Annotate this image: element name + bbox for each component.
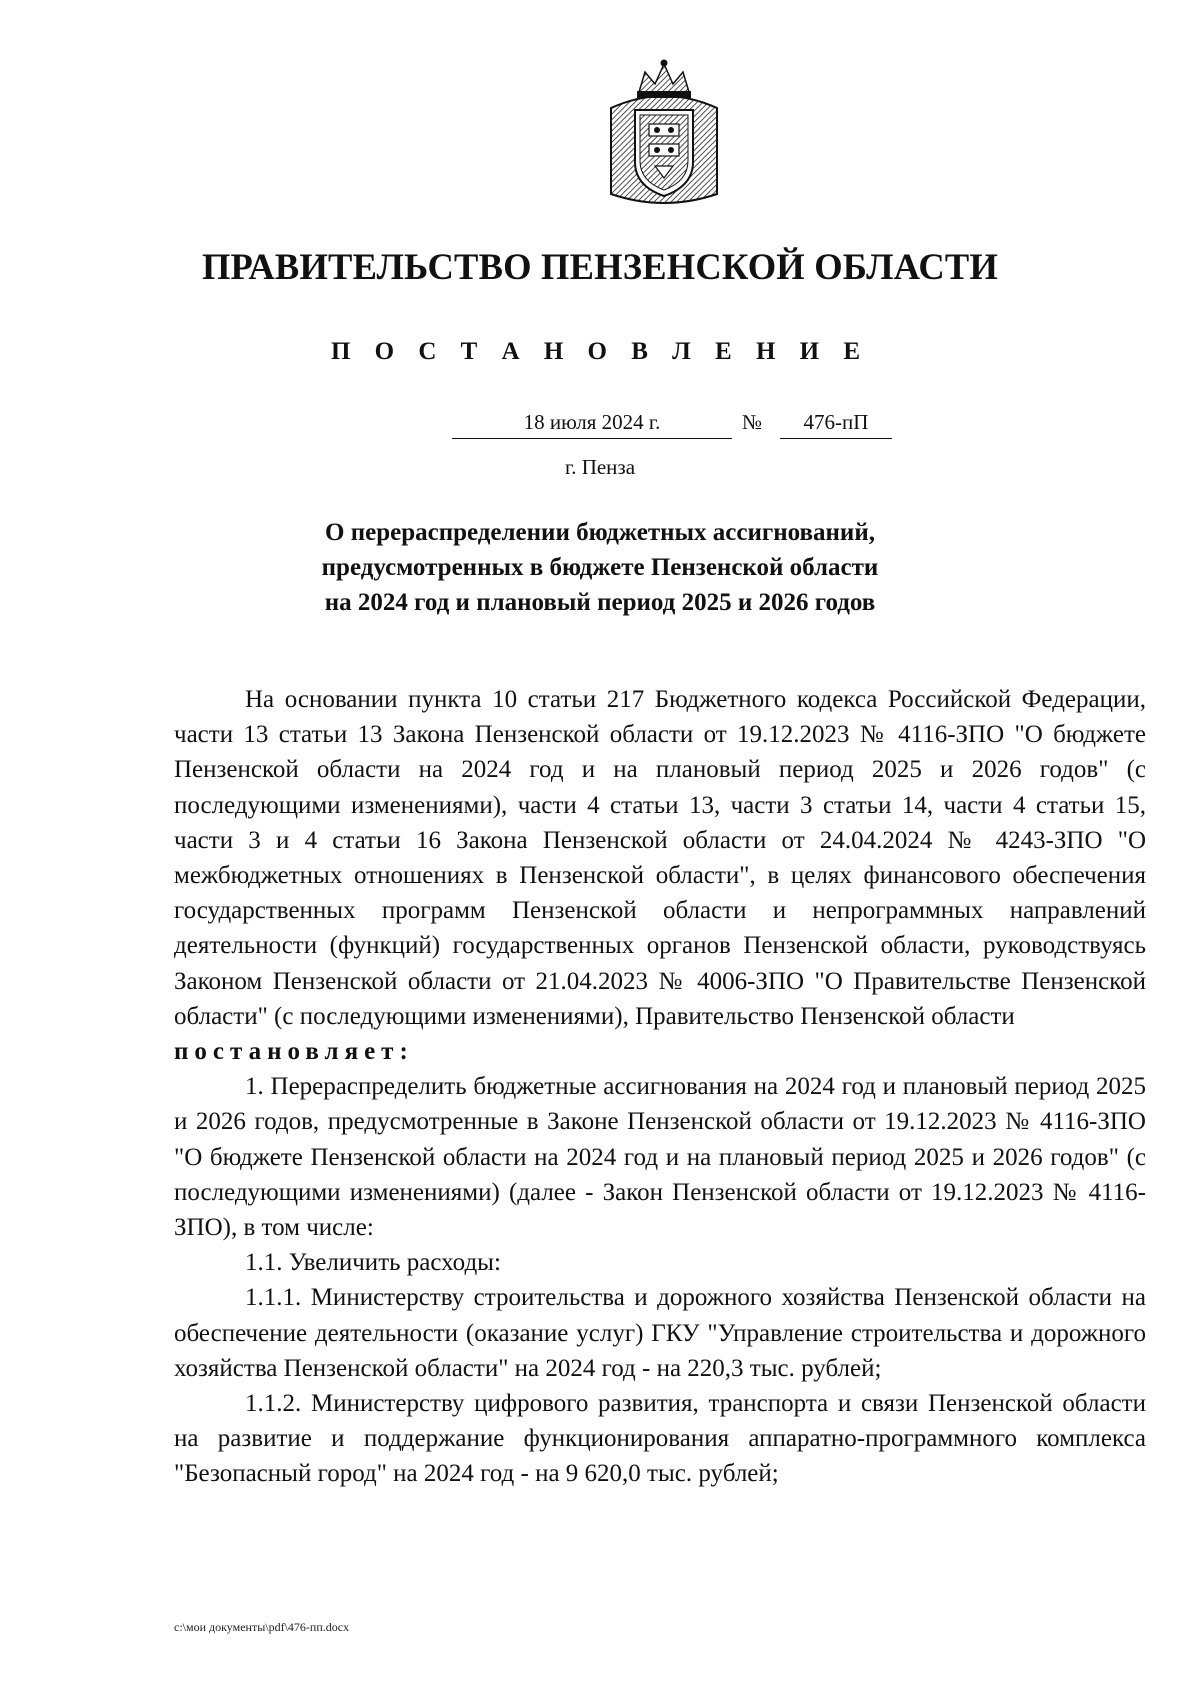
coat-of-arms-icon [605,58,723,208]
paragraph-1-1-1: 1.1.1. Министерству строительства и дорожного хозяйства Пензенской области на обеспечение деятельности (оказание услуг) ГКУ "Управление строительства и дорожного хозяйства Пензенской области" на 2024 год - на 220,3 тыс. рублей; [174,1284,1146,1382]
document-date: 18 июля 2024 г. [452,410,732,439]
issue-city: г. Пенза [564,455,636,479]
document-body [174,682,1146,1492]
paragraph-1-1: 1.1. Увеличить расходы: [245,1249,501,1277]
paragraph-1-1-2: 1.1.2. Министерству цифрового развития, транспорта и связи Пензенской области на развитие и поддержание функционирования аппаратно-программного комплекса "Безопасный город" на 2024 год - на 9 620,0 тыс. рублей; [174,1390,1146,1488]
document-number: 476-пП [780,410,892,439]
paragraph-1: 1. Перераспределить бюджетные ассигнования на 2024 год и плановый период 2025 и 2026 годов, предусмотренные в Законе Пензенской области от 19.12.2023 № 4116-ЗПО "О бюджете Пензенской области на 2024 год и на плановый период 2025 и 2026 годов" (с последующими изменениями) (далее - Закон Пензенской области от 19.12.2023 № 4116-ЗПО), в том числе: [174,1073,1146,1242]
file-path-footer: c:\мои документы\pdf\476-пп.docx [174,1620,350,1634]
document-title [0,515,1200,620]
issuing-authority: ПРАВИТЕЛЬСТВО ПЕНЗЕНСКОЙ ОБЛАСТИ [201,246,999,287]
title-line-1: О перераспределении бюджетных ассигнований, [325,519,875,546]
decree-word: постановляет: [174,1038,414,1066]
preamble-paragraph: На основании пункта 10 статьи 217 Бюджетного кодекса Российской Федерации, части 13 статьи 13 Закона Пензенской области от 19.12.2023 № 4116-ЗПО "О бюджете Пензенской области на 2024 год и на плановый период 2025 и 2026 годов" (с последующими изменениями), части 4 статьи 13, части 3 статьи 14, части 4 статьи 15, части 3 и 4 статьи 16 Закона Пензенской области от 24.04.2024 № 4243-ЗПО "О межбюджетных отношениях в Пензенской области", в целях финансового обеспечения государственных программ Пензенской области и непрограммных направлений деятельности (функций) государственных органов Пензенской области, руководствуясь Законом Пензенской области от 21.04.2023 № 4006-ЗПО "О Правительстве Пензенской области" (с последующими изменениями), Правительство Пензенской области [174,686,1146,1030]
title-line-2: предусмотренных в бюджете Пензенской области [321,554,879,581]
document-type: П О С Т А Н О В Л Е Н И Е [330,338,870,365]
title-line-3: на 2024 год и плановый период 2025 и 2026 годов [324,589,876,616]
number-sign: № [742,410,763,434]
